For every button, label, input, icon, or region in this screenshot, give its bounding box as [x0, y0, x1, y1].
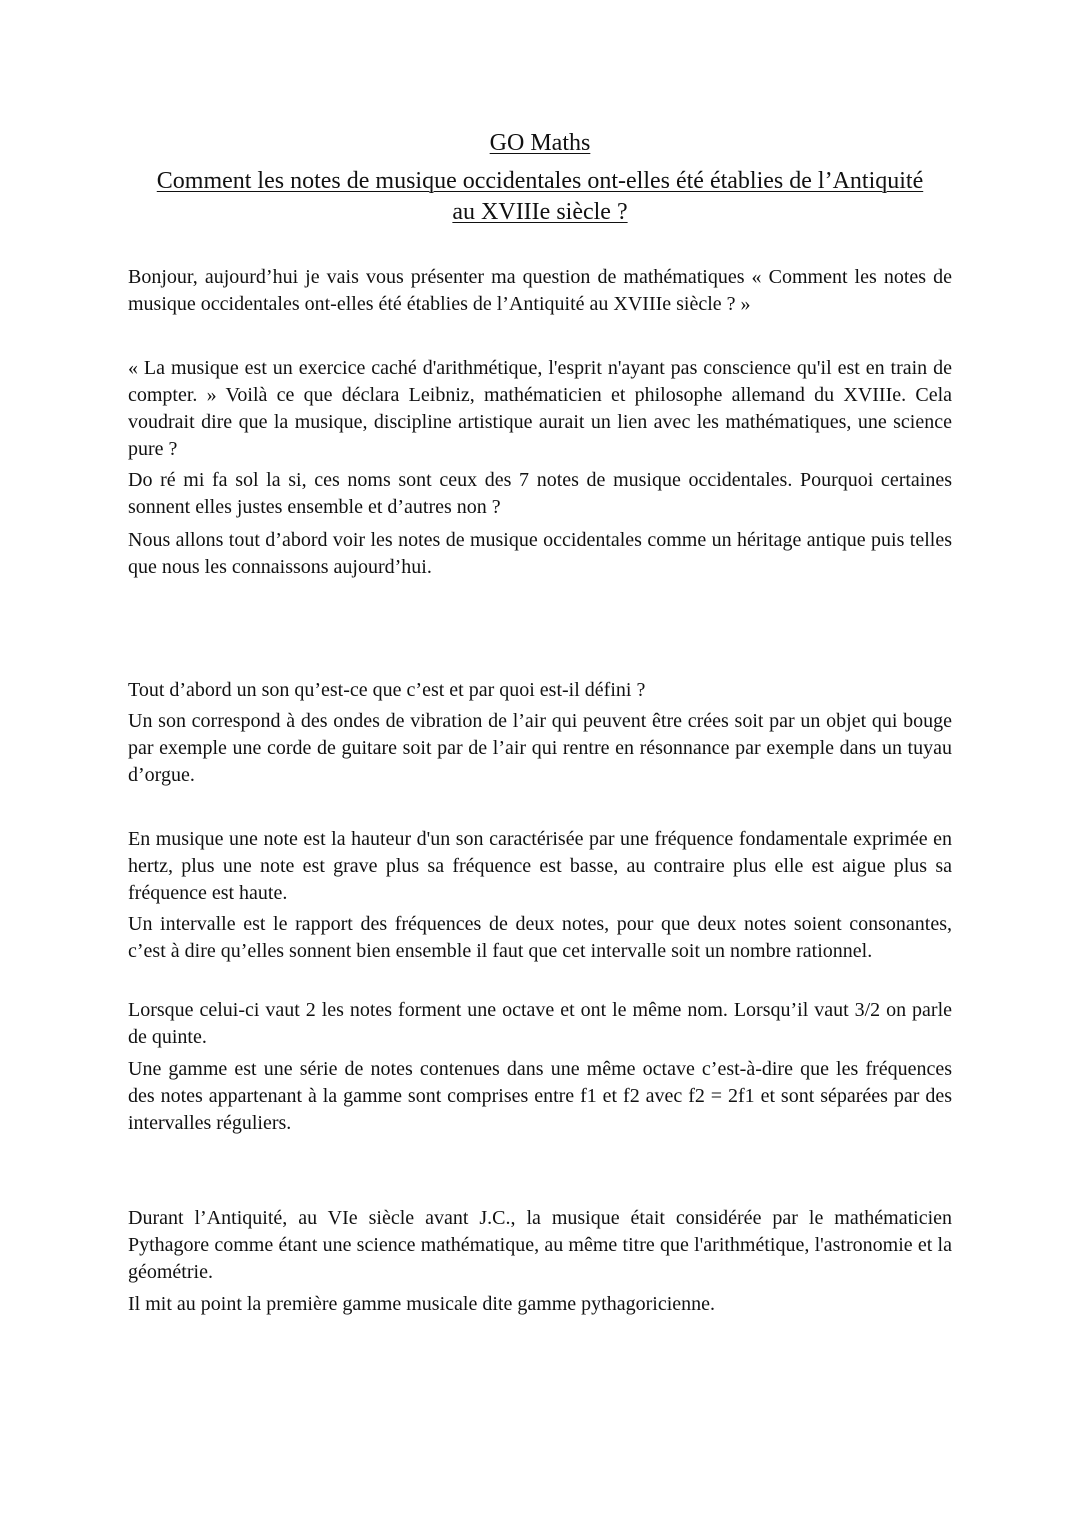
document-title-block — [110, 128, 970, 159]
paragraph-interval: Un intervalle est le rapport des fréquences de deux notes, pour que deux notes soient consonantes, c’est à dire qu’elles sonnent bien ensemble il faut que cet intervalle soit un nombre rationnel. — [128, 913, 952, 962]
paragraph-sound-definition: Un son correspond à des ondes de vibration de l’air qui peuvent être crées soit par un objet qui bouge par exemple une corde de guitare soit par de l’air qui rentre en résonnance par exemple dans un tuyau d’orgue. — [128, 710, 952, 786]
document-subtitle-block — [110, 166, 970, 228]
paragraph-sound-question: Tout d’abord un son qu’est-ce que c’est et par quoi est-il défini ? — [128, 679, 646, 701]
paragraph-intro: Bonjour, aujourd’hui je vais vous présenter ma question de mathématiques « Comment les notes de musique occidentales ont-elles été établies de l’Antiquité au XVIIIe siècle ? » — [128, 266, 952, 315]
document-title: GO Maths — [489, 130, 591, 156]
paragraph-leibniz-quote: « La musique est un exercice caché d'arithmétique, l'esprit n'ayant pas conscience qu'il est en train de compter. » Voilà ce que déclara Leibniz, mathématicien et philosophe allemand du XVIIIe. Cela voudrait dire que la musique, discipline artistique aurait un lien avec les mathématiques, une science pure ? — [128, 357, 952, 460]
paragraph-pythagorean-scale: Il mit au point la première gamme musicale dite gamme pythagoricienne. — [128, 1293, 716, 1315]
document-subtitle-line1: Comment les notes de musique occidentales ont-elles été établies de l’Antiquité — [156, 168, 924, 194]
paragraph-octave: Lorsque celui-ci vaut 2 les notes forment une octave et ont le même nom. Lorsqu’il vaut 3/2 on parle de quinte. — [128, 999, 952, 1048]
paragraph-antiquity: Durant l’Antiquité, au VIe siècle avant J.C., la musique était considérée par le mathématicien Pythagore comme étant une science mathématique, au même titre que l'arithmétique, l'astronomie et la géométrie. — [128, 1207, 952, 1283]
paragraph-plan: Nous allons tout d’abord voir les notes de musique occidentales comme un héritage antique puis telles que nous les connaissons aujourd’hui. — [128, 529, 952, 578]
document-subtitle-line2: au XVIIIe siècle ? — [452, 199, 628, 225]
paragraph-seven-notes: Do ré mi fa sol la si, ces noms sont ceux des 7 notes de musique occidentales. Pourquoi certaines sonnent elles justes ensemble et d’autres non ? — [128, 469, 952, 518]
paragraph-note-definition: En musique une note est la hauteur d'un son caractérisée par une fréquence fondamentale exprimée en hertz, plus une note est grave plus sa fréquence est basse, au contraire plus elle est aigue plus sa fréquence est haute. — [128, 828, 952, 904]
paragraph-scale: Une gamme est une série de notes contenues dans une même octave c’est-à-dire que les fréquences des notes appartenant à la gamme sont comprises entre f1 et f2 avec f2 = 2f1 et sont séparées par des intervalles réguliers. — [128, 1058, 952, 1134]
